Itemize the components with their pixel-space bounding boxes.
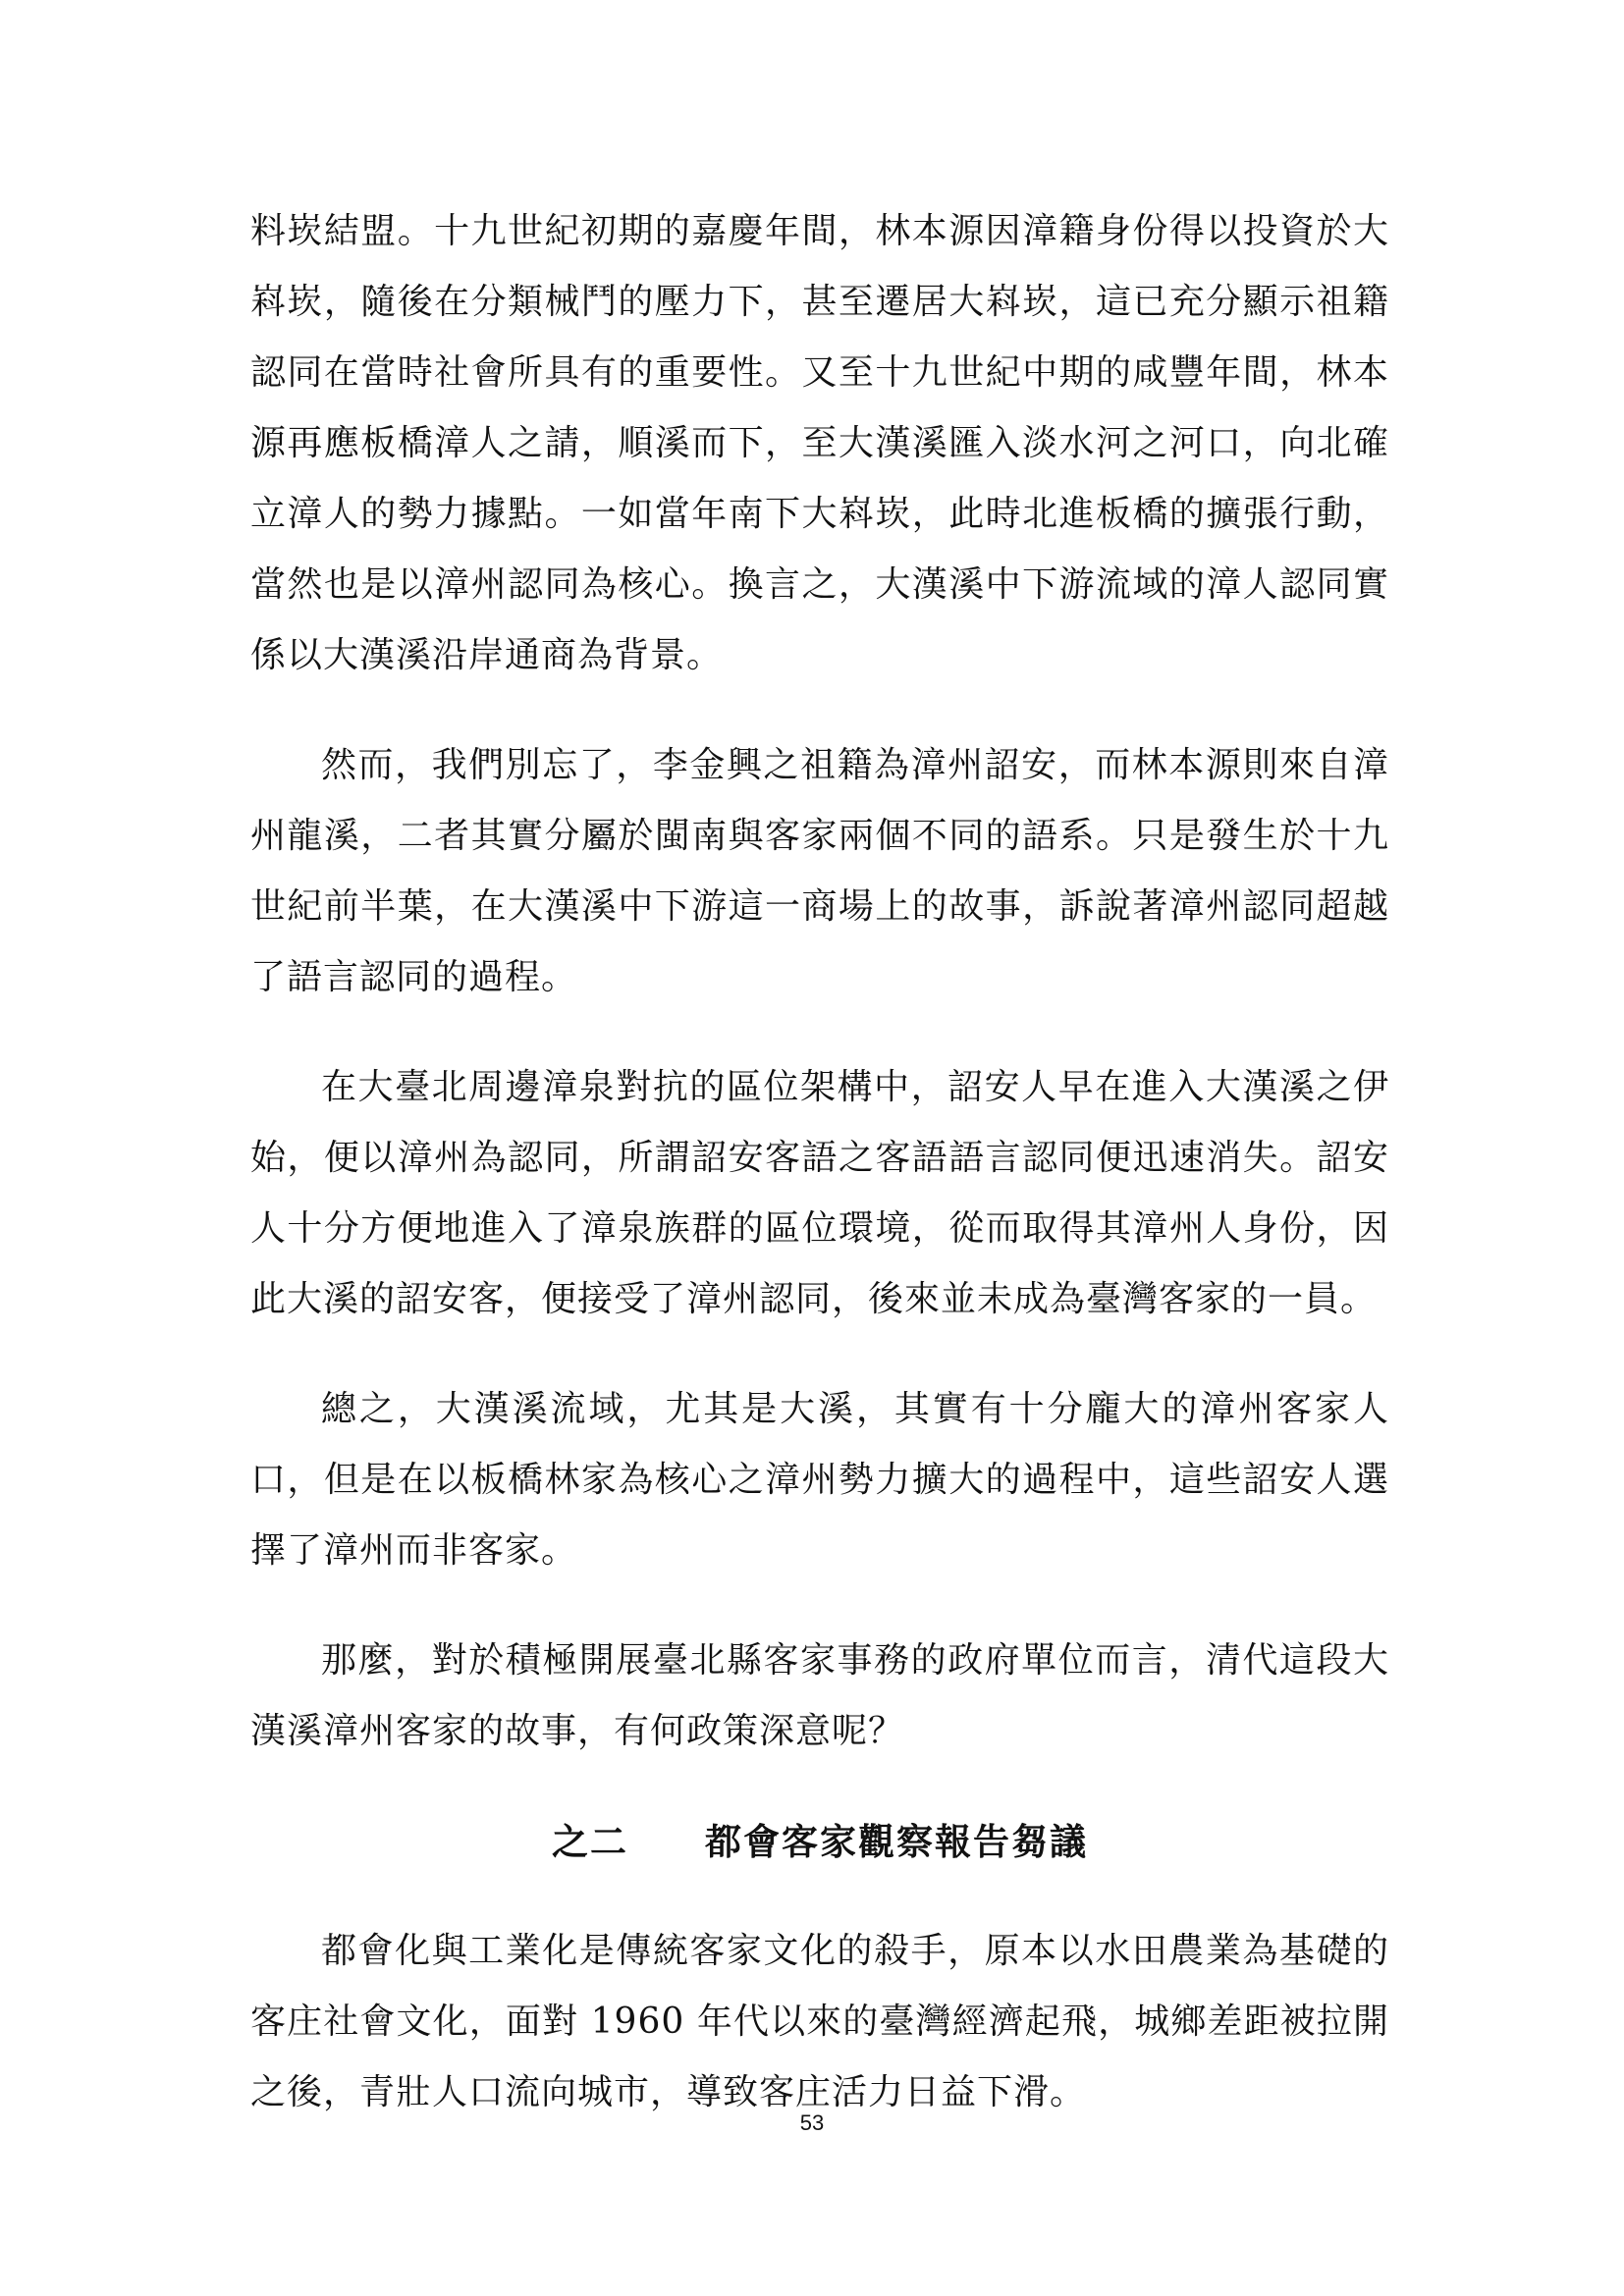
page-body — [250, 196, 1389, 2167]
section-paragraph: 都會化與工業化是傳統客家文化的殺手，原本以水田農業為基礎的客庄社會文化，面對 1960 年代以來的臺灣經濟起飛，城鄉差距被拉開之後，青壯人口流向城市，導致客庄活力日益下滑。 — [250, 1931, 1389, 2112]
page-number: 53 — [799, 2110, 825, 2135]
paragraph: 在大臺北周邊漳泉對抗的區位架構中，詔安人早在進入大漢溪之伊始，便以漳州為認同，所謂詔安客語之客語語言認同便迅速消失。詔安人十分方便地進入了漳泉族群的區位環境，從而取得其漳州人身份，因此大溪的詔安客，便接受了漳州認同，後來並未成為臺灣客家的一員。 — [250, 1067, 1389, 1319]
paragraph: 那麼，對於積極開展臺北縣客家事務的政府單位而言，清代這段大漢溪漳州客家的故事，有何政策深意呢？ — [250, 1640, 1389, 1751]
section-heading: 之二 都會客家觀察報告芻議 — [552, 1820, 1088, 1863]
paragraph-continuation: 料崁結盟。十九世紀初期的嘉慶年間，林本源因漳籍身份得以投資於大嵙崁，隨後在分類械鬥的壓力下，甚至遷居大嵙崁，這已充分顯示祖籍認同在當時社會所具有的重要性。又至十九世紀中期的咸豐年間，林本源再應板橋漳人之請，順溪而下，至大漢溪匯入淡水河之河口，向北確立漳人的勢力據點。一如當年南下大嵙崁，此時北進板橋的擴張行動，當然也是以漳州認同為核心。換言之，大漢溪中下游流域的漳人認同實係以大漢溪沿岸通商為背景。 — [250, 211, 1389, 675]
paragraph: 然而，我們別忘了，李金興之祖籍為漳州詔安，而林本源則來自漳州龍溪，二者其實分屬於閩南與客家兩個不同的語系。只是發生於十九世紀前半葉，在大漢溪中下游這一商場上的故事，訴說著漳州認同超越了語言認同的過程。 — [250, 745, 1389, 997]
paragraph: 總之，大漢溪流域，尤其是大溪，其實有十分龐大的漳州客家人口，但是在以板橋林家為核心之漳州勢力擴大的過程中，這些詔安人選擇了漳州而非客家。 — [250, 1389, 1389, 1571]
